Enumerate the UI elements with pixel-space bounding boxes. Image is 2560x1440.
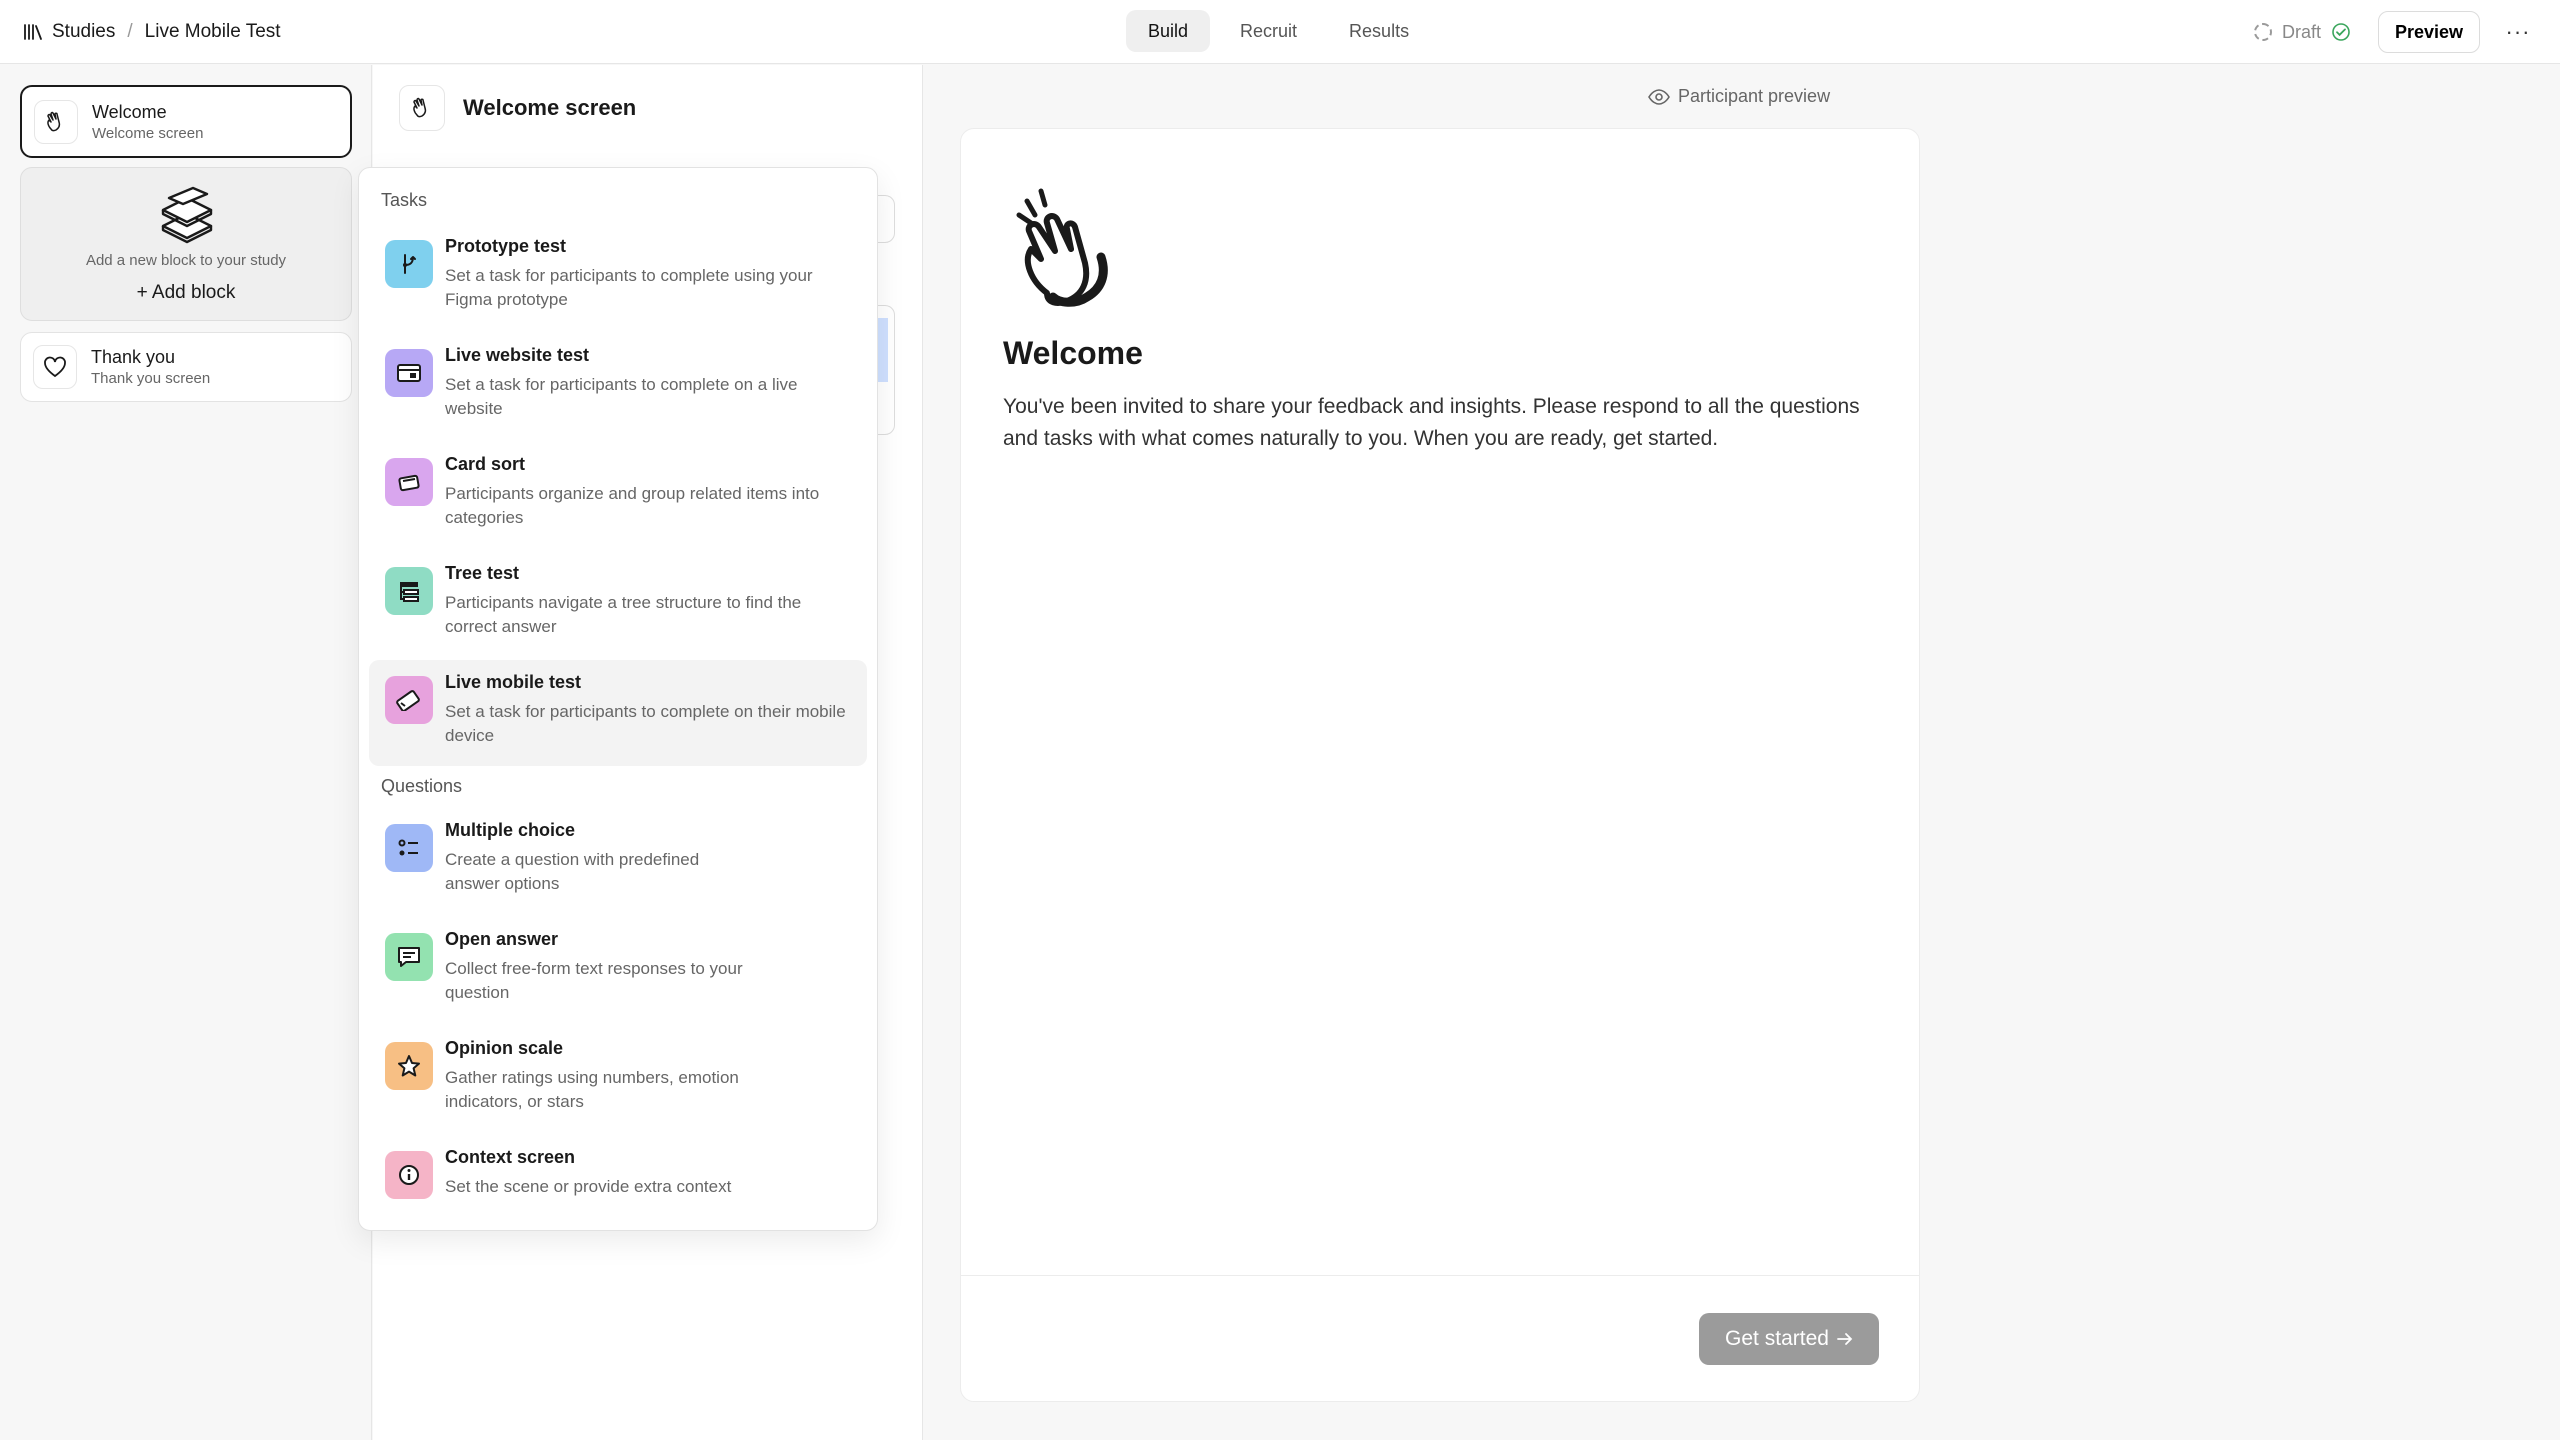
add-block-card	[20, 167, 352, 321]
block-thank-you-subtitle: Thank you screen	[91, 370, 211, 387]
block-thank-you[interactable]	[20, 332, 352, 402]
menu-item-tree-test[interactable]	[369, 551, 867, 657]
tab-build[interactable]: Build	[1126, 10, 1210, 52]
menu-item-description: Collect free-form text responses to your question	[445, 959, 743, 1002]
menu-item-description: Set a task for participants to complete on a live website	[445, 375, 798, 418]
block-welcome[interactable]	[20, 85, 352, 158]
saved-check-icon	[2331, 22, 2351, 42]
wave-hand-icon	[399, 85, 445, 131]
menu-item-title: Tree test	[445, 563, 520, 583]
menu-item-description: Set a task for participants to complete using your Figma prototype	[445, 266, 813, 309]
editor-title: Welcome screen	[463, 95, 637, 120]
menu-item-multiple-choice[interactable]	[369, 808, 867, 914]
menu-item-title: Live mobile test	[445, 672, 582, 692]
add-block-hint: Add a new block to your study	[85, 252, 287, 269]
menu-item-title: Live website test	[445, 345, 590, 365]
preview-card	[960, 128, 1920, 1402]
breadcrumb-separator: /	[127, 21, 133, 42]
library-icon	[22, 21, 44, 43]
get-started-button[interactable]	[1699, 1313, 1879, 1365]
menu-item-description: Participants navigate a tree structure to find the correct answer	[445, 593, 802, 636]
draft-status	[2254, 0, 2351, 64]
menu-item-context-screen[interactable]	[369, 1135, 867, 1219]
menu-item-title: Card sort	[445, 454, 526, 474]
breadcrumb	[22, 0, 281, 64]
tab-recruit[interactable]: Recruit	[1240, 20, 1298, 41]
editor-header	[399, 85, 636, 131]
breadcrumb-current: Live Mobile Test	[144, 21, 281, 42]
main-tabs	[1126, 10, 1431, 54]
menu-item-opinion-scale[interactable]	[369, 1026, 867, 1132]
menu-item-card-sort[interactable]	[369, 442, 867, 548]
add-block-button[interactable]: + Add block	[136, 282, 236, 303]
browser-icon	[385, 349, 433, 397]
add-block-menu	[358, 167, 878, 1231]
star-icon	[385, 1042, 433, 1090]
menu-item-live-mobile-test[interactable]	[369, 660, 867, 766]
menu-item-title: Context screen	[445, 1147, 576, 1167]
block-welcome-subtitle: Welcome screen	[92, 124, 204, 142]
arrow-right-icon	[1837, 1332, 1853, 1346]
menu-item-description: Create a question with predefined answer options	[445, 850, 700, 893]
draft-label: Draft	[2282, 21, 2322, 42]
block-welcome-title: Welcome	[92, 101, 167, 122]
participant-preview-label	[1648, 86, 1830, 107]
menu-item-live-website-test[interactable]	[369, 333, 867, 439]
menu-section-tasks: Tasks	[381, 190, 428, 210]
info-icon	[385, 1151, 433, 1199]
cards-icon	[385, 458, 433, 506]
menu-item-title: Opinion scale	[445, 1038, 564, 1058]
menu-item-title: Multiple choice	[445, 820, 576, 840]
menu-item-open-answer[interactable]	[369, 917, 867, 1023]
text-selection	[878, 318, 888, 382]
participant-preview-text: Participant preview	[1678, 86, 1831, 106]
block-sidebar	[0, 65, 372, 1440]
block-thank-you-title: Thank you	[91, 347, 176, 367]
menu-item-title: Prototype test	[445, 236, 567, 256]
preview-button[interactable]: Preview	[2378, 11, 2480, 53]
waving-hand-icon	[1013, 185, 1133, 309]
heart-icon	[33, 345, 77, 389]
breadcrumb-studies-link[interactable]: Studies	[52, 21, 116, 42]
preview-title: Welcome	[1003, 335, 1143, 371]
more-options-icon[interactable]: ···	[2505, 19, 2531, 44]
message-icon	[385, 933, 433, 981]
eye-icon	[1648, 89, 1670, 105]
menu-item-title: Open answer	[445, 929, 559, 949]
get-started-label: Get started	[1725, 1327, 1829, 1350]
menu-item-description: Gather ratings using numbers, emotion indicators, or stars	[445, 1068, 739, 1111]
prototype-icon	[385, 240, 433, 288]
menu-item-description: Set the scene or provide extra context	[445, 1177, 732, 1196]
menu-section-questions: Questions	[381, 776, 463, 796]
preview-footer-divider	[961, 1275, 1919, 1276]
menu-item-prototype-test[interactable]	[369, 224, 867, 330]
top-bar	[0, 0, 2560, 64]
preview-body: You've been invited to share your feedback and insights. Please respond to all the questions and tasks with what comes naturally to you. When you are ready, get started.	[1003, 395, 1860, 450]
tree-icon	[385, 567, 433, 615]
wave-hand-icon	[34, 100, 78, 144]
list-icon	[385, 824, 433, 872]
stack-blocks-icon	[159, 186, 215, 246]
draft-spinner-icon	[2254, 23, 2272, 41]
tab-results[interactable]: Results	[1349, 20, 1410, 41]
mobile-icon	[385, 676, 433, 724]
menu-item-description: Set a task for participants to complete on their mobile device	[445, 702, 846, 745]
menu-item-description: Participants organize and group related items into categories	[445, 484, 820, 527]
